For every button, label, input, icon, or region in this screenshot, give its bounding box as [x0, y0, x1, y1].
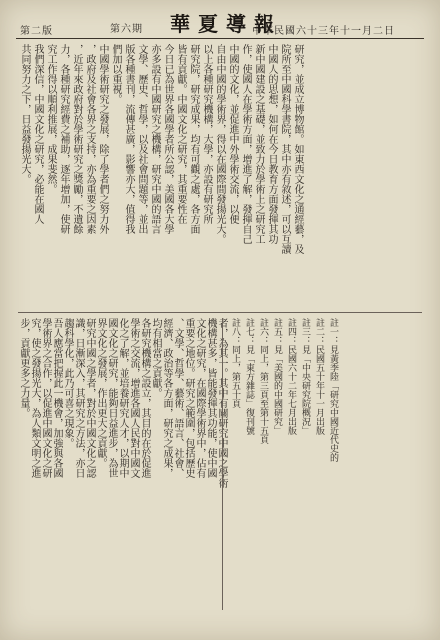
text-column: 版各種書刊，流傳甚廣，影響亦大，值得我: [123, 44, 134, 234]
text-column: 識，日漸深入，其研究之方法，亦日: [73, 318, 84, 478]
section-divider: [18, 312, 422, 313]
text-column: 學術界之合作，以促進中國文化之研: [40, 318, 51, 478]
text-column: 界文化之發展，作出更大之貢獻。: [95, 318, 106, 468]
text-column: 步，貢獻更多之力量。: [18, 318, 29, 418]
text-column: 中國的文化，並促進中外學術交流，以便: [227, 44, 238, 224]
footnote-line: 註三：見「中央研究院概況」: [300, 318, 310, 435]
text-column: 文學、歷史、哲學，以及社會問題等，並出: [136, 44, 147, 234]
text-column: 中國學術研究之發展，除了學者們之努力外: [97, 44, 108, 234]
text-column: 們加以重視。: [110, 44, 121, 104]
text-column: 趨科學化，此乃可喜之現象。: [62, 318, 73, 448]
text-column: 力，各種研究經費之補助，逐年增加，使研: [58, 44, 69, 234]
text-column: 新中國建設之基礎，並致力於學術上之研究工: [253, 44, 264, 244]
footnote-line: 註四：民國六十二年七月出版: [286, 318, 296, 435]
text-column: 文化之研究，在國際學術界中，佔有: [194, 318, 205, 478]
text-column: 究工作得以順利推展，成果斐然。: [45, 44, 56, 194]
text-column: 各研究機構之設立，其目的在於促進: [139, 318, 150, 478]
footnote-line: 註六：同上，第三頁至第十五頁: [258, 318, 268, 444]
text-column: 中國人的思想，如何在今日教育方面發揮其功: [266, 44, 277, 244]
text-column: 以上各種研究機構，大學，亦設有研究所: [201, 44, 212, 224]
footnote-line: 註五：見「美國的中國研究」: [272, 318, 282, 435]
footnote-line: 註一：見黃季陸「研究中國近代史的: [328, 318, 338, 462]
text-column: 共同努力之下，日益發揚光大。: [19, 44, 30, 184]
text-column: 今日已為世界各國學者所公認，美國各大學: [162, 44, 173, 234]
text-column: 經濟、政治等各方面，研究之成果，: [161, 318, 172, 478]
text-column: 、文學、哲學、藝術、語言、社會、: [172, 318, 183, 478]
footnotes: [228, 318, 340, 610]
text-column: 化之了解，並培養研究人才，以期中: [117, 318, 128, 478]
article-lower-text: [18, 318, 227, 608]
article-upper-text: [18, 44, 304, 306]
page-number: 第二版: [20, 26, 53, 37]
text-column: 究，使之發揚光大，為人類文明之進: [29, 318, 40, 478]
publication-date: 中華民國六十三年十一月二日: [252, 26, 395, 37]
footnote-line: 註二：民國五十年十一月出版: [314, 318, 324, 435]
masthead-title: 華夏導報: [170, 12, 282, 36]
text-column: 院所至中國科學書院，其中亦有敘述，可以互讀: [279, 44, 290, 254]
article-lower-block: [18, 318, 218, 608]
header-rule: [16, 38, 424, 39]
text-column: 吾人應當把握此一機會，加強與各國: [51, 318, 62, 478]
text-column: 研究院，研究成果，均有可觀之處，各方面: [188, 44, 199, 234]
article-upper-block: [18, 44, 422, 306]
text-column: 自由中國的學術界，得以在國際間發揚光大。: [214, 44, 225, 244]
text-column: 機構甚多，皆能發揮其功能，使中國: [205, 318, 216, 478]
issue-number: 第六期: [110, 24, 143, 35]
text-column: 國文化之研究，能夠日益進步，為世: [106, 318, 117, 478]
text-column: 亦多設有中國研究之機構，研究中國的語言: [149, 44, 160, 234]
text-column: 學術之交流，增進各國人民對中國文: [128, 318, 139, 478]
footnote-line: 註七：見「東方雜誌」復刊號: [244, 318, 254, 435]
footnote-line: 註八：同上，第五十頁: [230, 318, 240, 408]
text-column: ，近年來政府對於學術研究之獎勵，不遺餘: [71, 44, 82, 234]
text-column: 重要之地位。研究之範圍，包括歷史: [183, 318, 194, 478]
column-divider: [222, 318, 223, 610]
text-column: 我們深信，中國文化之研究，必能在國人: [32, 44, 43, 224]
text-column: 皆有貢獻。中國文化之研究，其重要性在: [175, 44, 186, 224]
text-column: 作，使國人在學術方面，增進了解，發揮自己: [240, 44, 251, 244]
text-column: 均有相當之貢獻。: [150, 318, 161, 398]
text-column: 研究中國之學者，對於中國文化之認: [84, 318, 95, 478]
text-column: 研究，並成立博物館。如東西文化之通經藝，及: [292, 44, 303, 254]
notes-block: [228, 318, 422, 610]
text-column: ，政府及社會各界之支持，亦為重要之因素: [84, 44, 95, 234]
